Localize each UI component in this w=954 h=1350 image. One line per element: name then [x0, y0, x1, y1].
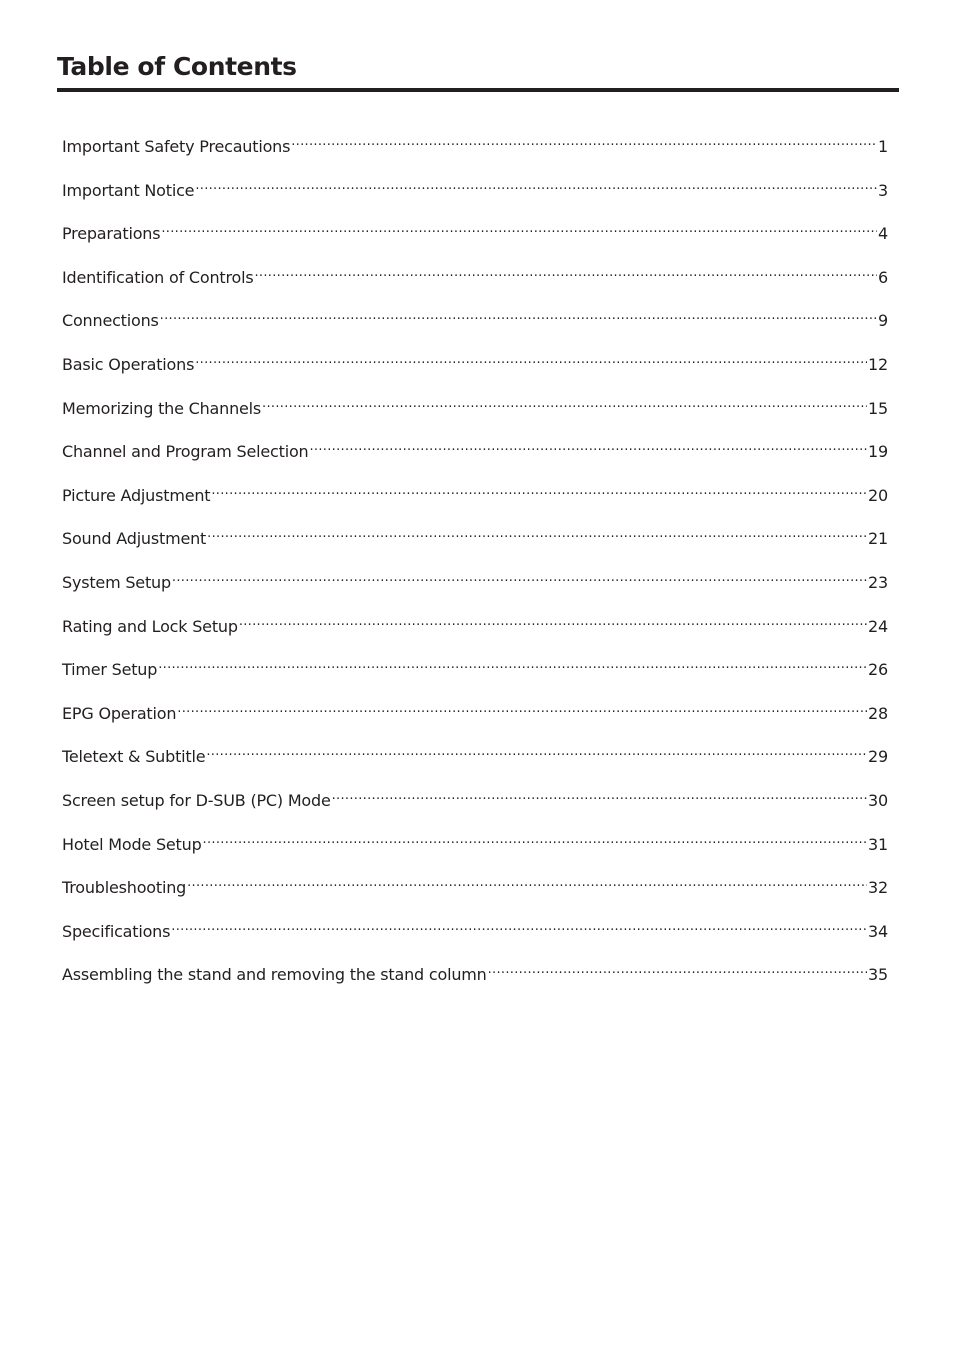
toc-entry-page-number: 32 [868, 878, 888, 898]
toc-entry-label: System Setup [62, 572, 171, 592]
toc-entry[interactable] [62, 734, 888, 778]
toc-entry[interactable] [62, 560, 888, 604]
toc-entry-page-number: 24 [868, 616, 888, 636]
toc-entry-page-number: 26 [868, 660, 888, 680]
toc-entry-label: EPG Operation [62, 703, 177, 723]
toc-entry[interactable] [62, 516, 888, 560]
table-of-contents [62, 124, 888, 996]
dot-leader [291, 124, 877, 152]
toc-entry[interactable] [62, 822, 888, 866]
toc-entry-label: Picture Adjustment [62, 485, 211, 505]
toc-entry-label: Connections [62, 311, 159, 331]
toc-entry-label: Memorizing the Channels [62, 398, 262, 418]
dot-leader [172, 560, 867, 588]
dot-leader [332, 778, 867, 806]
toc-entry-label: Timer Setup [62, 660, 158, 680]
toc-entry-label: Screen setup for D-SUB (PC) Mode [62, 790, 331, 810]
toc-entry-page-number: 21 [868, 529, 888, 549]
toc-entry-label: Identification of Controls [62, 267, 254, 287]
toc-entry-label: Rating and Lock Setup [62, 616, 238, 636]
toc-entry-page-number: 29 [868, 747, 888, 767]
toc-entry-page-number: 6 [878, 267, 888, 287]
dot-leader [207, 516, 867, 544]
dot-leader [158, 647, 867, 675]
toc-entry[interactable] [62, 647, 888, 691]
toc-entry-page-number: 20 [868, 485, 888, 505]
title-divider [57, 88, 899, 92]
dot-leader [211, 473, 867, 501]
dot-leader [310, 429, 868, 457]
dot-leader [195, 168, 877, 196]
toc-entry-page-number: 12 [868, 354, 888, 374]
toc-entry-label: Troubleshooting [62, 878, 187, 898]
toc-entry-label: Sound Adjustment [62, 529, 207, 549]
dot-leader [187, 865, 867, 893]
dot-leader [195, 342, 867, 370]
dot-leader [239, 604, 867, 632]
toc-entry-page-number: 1 [878, 137, 888, 156]
toc-entry-page-number: 28 [868, 703, 888, 723]
dot-leader [488, 952, 867, 980]
toc-entry-label: Teletext & Subtitle [62, 747, 206, 767]
dot-leader [161, 211, 877, 239]
dot-leader [206, 734, 867, 762]
toc-entry-page-number: 9 [878, 311, 888, 331]
toc-entry-page-number: 35 [868, 965, 888, 985]
toc-entry-label: Important Notice [62, 180, 195, 200]
toc-entry-page-number: 19 [868, 442, 888, 462]
toc-entry-label: Important Safety Precautions [62, 137, 291, 156]
toc-entry-page-number: 15 [868, 398, 888, 418]
toc-entry-label: Assembling the stand and removing the stand column [62, 965, 487, 985]
toc-entry[interactable] [62, 952, 888, 996]
toc-entry-page-number: 30 [868, 790, 888, 810]
dot-leader [177, 691, 867, 719]
dot-leader [160, 298, 877, 326]
toc-entry-page-number: 4 [878, 224, 888, 244]
toc-entry[interactable] [62, 168, 888, 212]
toc-entry-label: Preparations [62, 224, 161, 244]
page-title: Table of Contents [57, 52, 297, 81]
toc-entry[interactable] [62, 778, 888, 822]
toc-entry[interactable] [62, 691, 888, 735]
toc-entry-label: Hotel Mode Setup [62, 834, 202, 854]
toc-entry[interactable] [62, 604, 888, 648]
toc-entry[interactable] [62, 865, 888, 909]
toc-entry-page-number: 31 [868, 834, 888, 854]
toc-entry[interactable] [62, 342, 888, 386]
toc-entry-page-number: 3 [878, 180, 888, 200]
toc-entry[interactable] [62, 298, 888, 342]
toc-entry[interactable] [62, 211, 888, 255]
toc-entry-page-number: 34 [868, 921, 888, 941]
dot-leader [254, 255, 877, 283]
dot-leader [262, 386, 867, 414]
toc-entry[interactable] [62, 255, 888, 299]
toc-entry-label: Specifications [62, 921, 171, 941]
toc-entry-page-number: 23 [868, 572, 888, 592]
dot-leader [203, 822, 868, 850]
toc-entry-label: Basic Operations [62, 354, 195, 374]
toc-entry[interactable] [62, 909, 888, 953]
toc-entry-label: Channel and Program Selection [62, 442, 309, 462]
toc-entry[interactable] [62, 124, 888, 168]
toc-entry[interactable] [62, 473, 888, 517]
toc-entry[interactable] [62, 386, 888, 430]
toc-entry[interactable] [62, 429, 888, 473]
dot-leader [171, 909, 867, 937]
